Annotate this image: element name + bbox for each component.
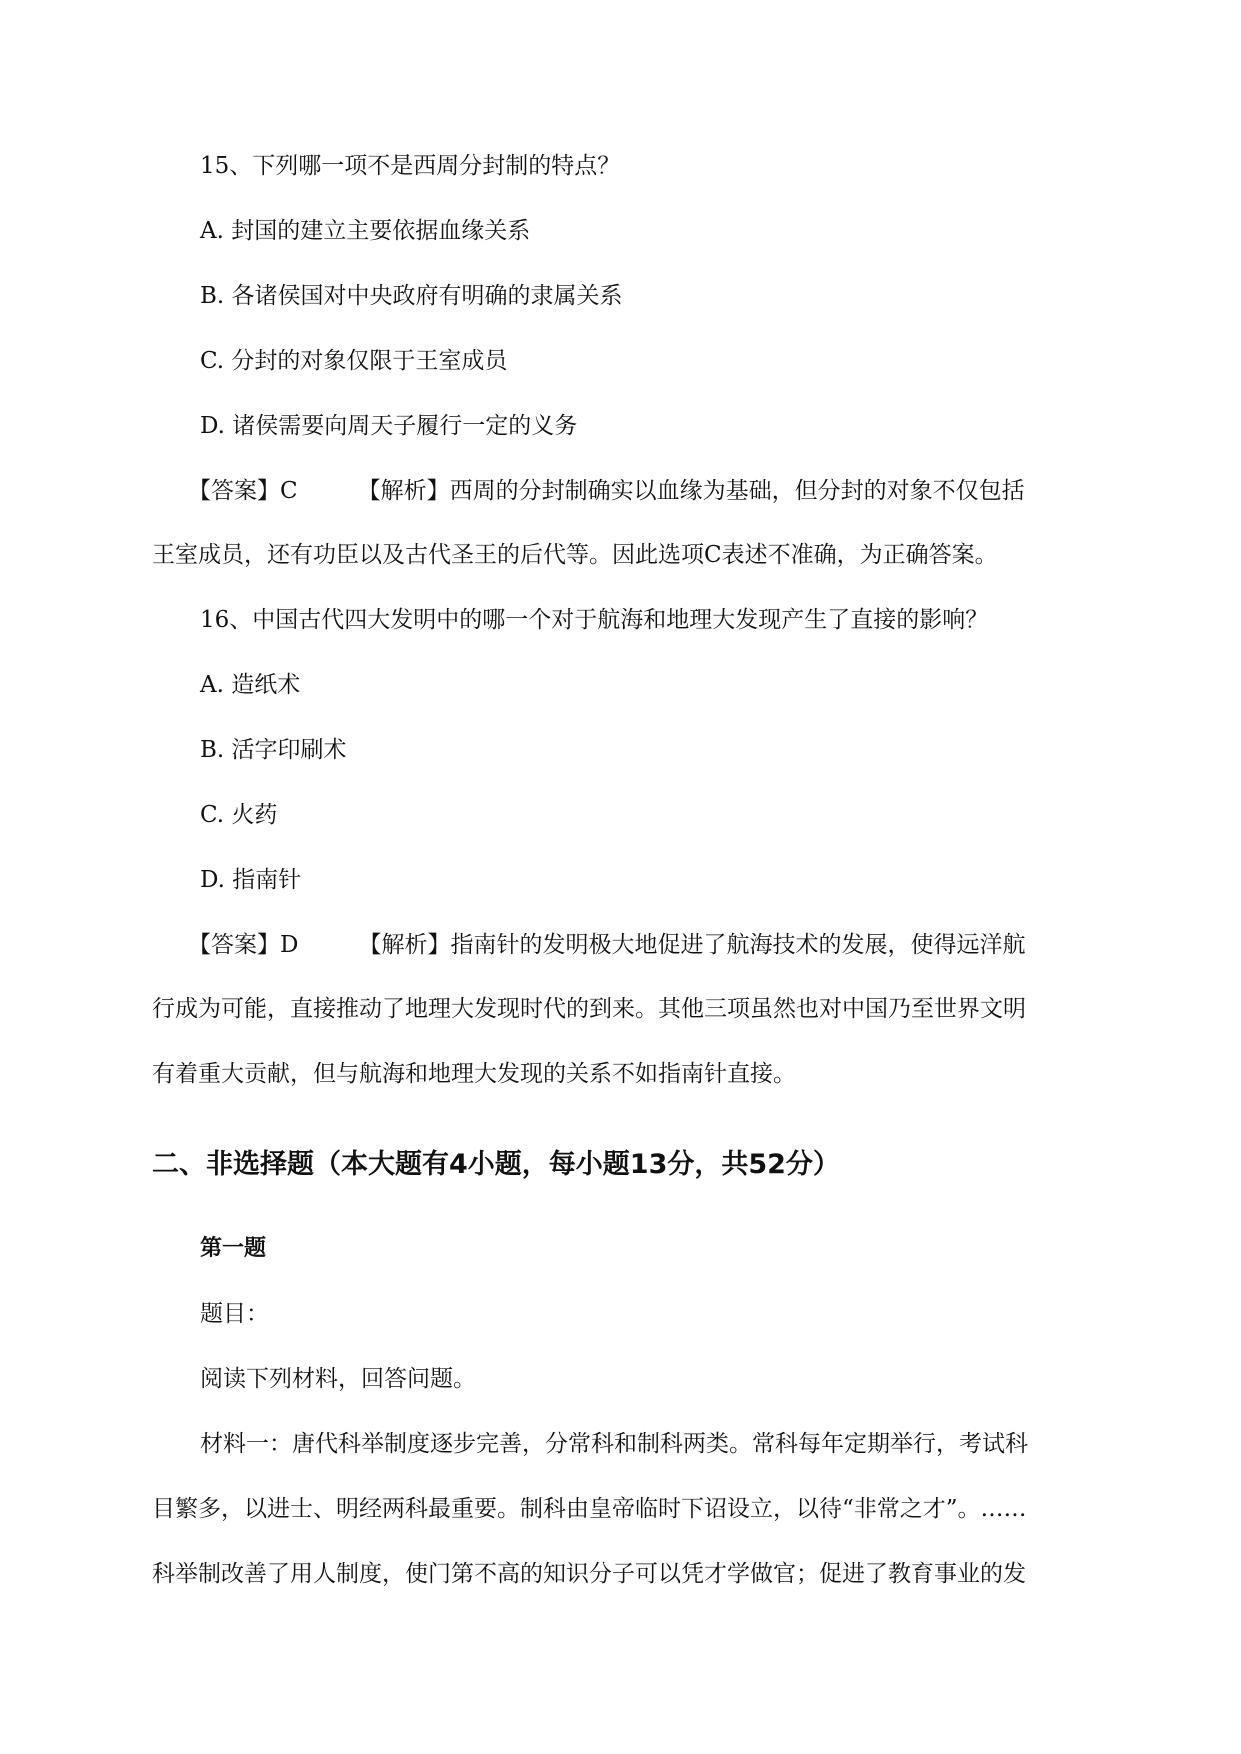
q16-analysis-line3: 有着重大贡献，但与航海和地理大发现的关系不如指南针直接。 [152,1061,796,1087]
q15-option-b: B. 各诸侯国对中央政府有明确的隶属关系 [200,283,623,309]
q15-option-d: D. 诸侯需要向周天子履行一定的义务 [200,413,578,439]
q15-analysis-line1: 【解析】西周的分封制确实以血缘为基础，但分封的对象不仅包括 [357,478,1025,504]
q16-option-c: C. 火药 [200,802,278,828]
first-question-label: 第一题 [200,1236,267,1261]
q16-answer-row [188,930,1025,960]
q15-answer: 【答案】C [188,478,298,504]
material-line1: 材料一：唐代科举制度逐步完善，分常科和制科两类。常科每年定期举行，考试科 [200,1431,1028,1457]
material-line2: 目繁多，以进士、明经两科最重要。制科由皇帝临时下诏设立，以待“非常之才”。…… [152,1496,1027,1522]
instruction-text: 阅读下列材料，回答问题。 [200,1366,476,1392]
q15-answer-row [188,476,1025,506]
q16-option-d: D. 指南针 [200,867,302,893]
q15-analysis-line2: 王室成员，还有功臣以及古代圣王的后代等。因此选项C表述不准确，为正确答案。 [152,542,998,568]
material-line3: 科举制改善了用人制度，使门第不高的知识分子可以凭才学做官；促进了教育事业的发 [152,1561,1026,1587]
q16-stem: 16、中国古代四大发明中的哪一个对于航海和地理大发现产生了直接的影响？ [200,607,989,633]
q15-option-a: A. 封国的建立主要依据血缘关系 [200,218,531,244]
q16-option-b: B. 活字印刷术 [200,737,347,763]
q15-option-c: C. 分封的对象仅限于王室成员 [200,348,508,374]
q16-analysis-line2: 行成为可能，直接推动了地理大发现时代的到来。其他三项虽然也对中国乃至世界文明 [152,996,1026,1022]
q16-analysis-line1: 【解析】指南针的发明极大地促进了航海技术的发展，使得远洋航 [358,932,1026,958]
q16-option-a: A. 造纸术 [200,672,301,698]
q16-answer: 【答案】D [188,932,299,958]
section-title: 二、非选择题（本大题有4小题，每小题13分，共52分） [152,1149,840,1180]
q15-stem: 15、下列哪一项不是西周分封制的特点？ [200,153,621,179]
topic-label: 题目： [200,1301,269,1327]
